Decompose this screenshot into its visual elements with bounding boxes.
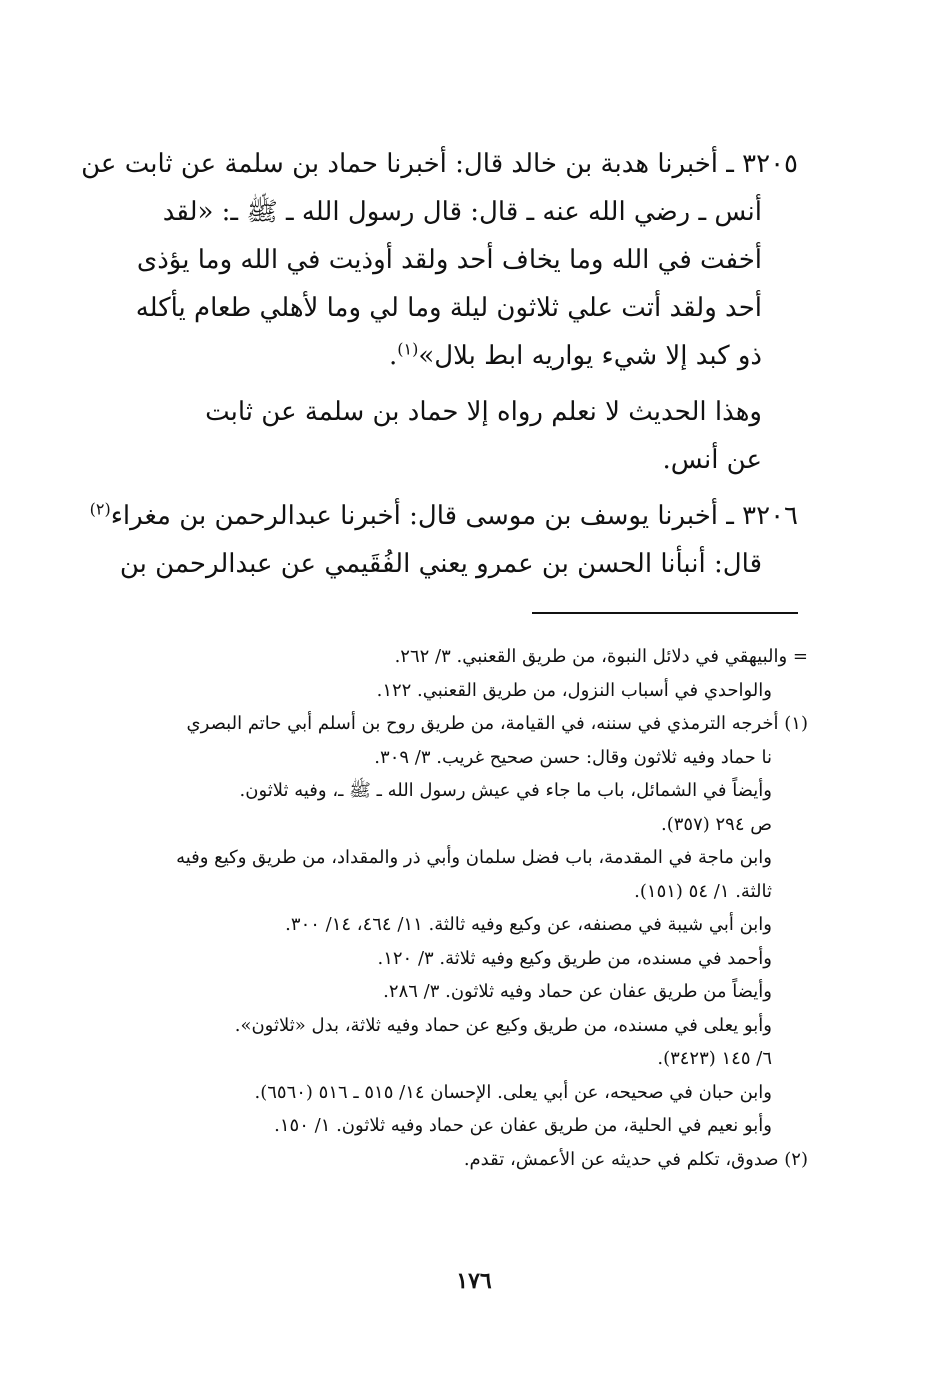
hadith-3205 xyxy=(81,140,798,380)
hadith-3205-line-2: أنس ـ رضي الله عنه ـ قال: قال رسول الله ـ ﷺ ـ: «لقد xyxy=(162,197,762,227)
comment-paragraph xyxy=(100,388,798,484)
footnote-line: وابن حبان في صحيحه، عن أبي يعلى. الإحسان ١٤/ ٥١٥ ـ ٥١٦ (٦٥٦٠). xyxy=(254,1081,772,1103)
footnote-line: (١) أخرجه الترمذي في سننه، في القيامة، من طريق روح بن أسلم أبي حاتم البصري xyxy=(186,713,808,734)
main-text xyxy=(81,140,798,596)
footnote-line: = والبيهقي في دلائل النبوة، من طريق القعنبي. ٣/ ٢٦٢. xyxy=(394,646,808,667)
page-number: ١٧٦ xyxy=(456,1268,492,1294)
footnote-line: وأحمد في مسنده، من طريق وكيع وفيه ثلاثة. ٣/ ١٢٠. xyxy=(377,947,772,969)
hadith-3205-line-4: أحد ولقد أتت علي ثلاثون ليلة وما لي وما لأهلي طعام يأكله xyxy=(135,293,762,323)
footnote-line: ص ٢٩٤ (٣٥٧). xyxy=(660,813,772,835)
hadith-3205-line-5 xyxy=(100,332,798,380)
footnote-line: وابن ماجة في المقدمة، باب فضل سلمان وأبي ذر والمقداد، من طريق وكيع وفيه xyxy=(176,847,772,868)
footnote-line: نا حماد وفيه ثلاثون وقال: حسن صحيح غريب. ٣/ ٣٠٩. xyxy=(374,746,772,768)
footnote-ref-2[interactable]: (٢) xyxy=(89,499,111,519)
footnote-line: وابن أبي شيبة في مصنفه، عن وكيع وفيه ثالثة. ١١/ ٤٦٤، ١٤/ ٣٠٠. xyxy=(285,914,772,935)
footnote-line: ثالثة. ١/ ٥٤ (١٥١). xyxy=(634,880,772,902)
hadith-3206-line-2: قال: أنبأنا الحسن بن عمرو يعني الفُقَيمي عن عبدالرحمن بن xyxy=(119,549,762,579)
footnotes xyxy=(100,640,808,1176)
hadith-3205-line-1: ٣٢٠٥ ـ أخبرنا هدبة بن خالد قال: أخبرنا حماد بن سلمة عن ثابت عن xyxy=(81,149,798,179)
footnote-line: وأيضاً من طريق عفان عن حماد وفيه ثلاثون. ٣/ ٢٨٦. xyxy=(383,981,772,1002)
footnote-line: (٢) صدوق، تكلم في حديثه عن الأعمش، تقدم. xyxy=(463,1148,808,1170)
footnote-line: والواحدي في أسباب النزول، من طريق القعنبي. ١٢٢. xyxy=(376,679,772,701)
hadith-3206-line-1 xyxy=(89,492,798,540)
hadith-3206 xyxy=(89,492,798,588)
hadith-3205-line-3: أخفت في الله وما يخاف أحد ولقد أوذيت في الله وما يؤذى xyxy=(136,245,762,275)
footnote-separator xyxy=(532,612,798,614)
footnote-ref-1[interactable]: (١) xyxy=(397,339,419,359)
hadith-3206-line-1-text: ٣٢٠٦ ـ أخبرنا يوسف بن موسى قال: أخبرنا عبدالرحمن بن مغراء xyxy=(110,501,798,531)
comment-line-2: عن أنس. xyxy=(662,445,762,475)
period: . xyxy=(389,341,398,371)
comment-line-1: وهذا الحديث لا نعلم رواه إلا حماد بن سلمة عن ثابت xyxy=(205,397,762,427)
footnote-line: وأيضاً في الشمائل، باب ما جاء في عيش رسول الله ـ ﷺ ـ، وفيه ثلاثون. xyxy=(239,780,772,801)
footnote-line: وأبو يعلى في مسنده، من طريق وكيع عن حماد وفيه ثلاثة، بدل «ثلاثون». xyxy=(234,1014,772,1036)
footnote-line: ٦/ ١٤٥ (٣٤٢٣). xyxy=(657,1048,772,1069)
hadith-3205-line-5-text: ذو كبد إلا شيء يواريه ابط بلال» xyxy=(418,341,762,371)
footnote-line: وأبو نعيم في الحلية، من طريق عفان عن حماد وفيه ثلاثون. ١/ ١٥٠. xyxy=(274,1115,772,1136)
